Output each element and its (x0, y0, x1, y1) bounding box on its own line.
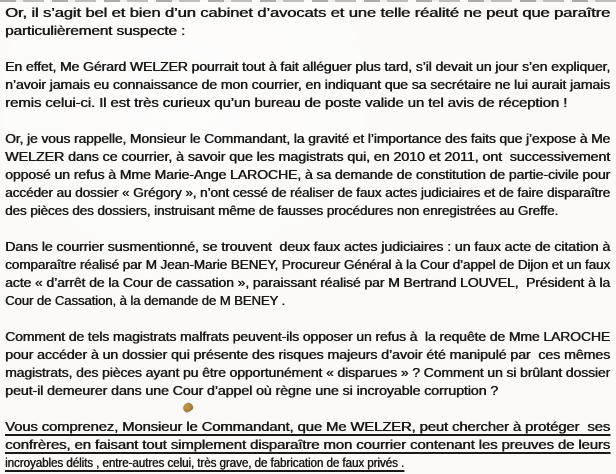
paragraph-question-magistrats-malfrats (5, 328, 610, 400)
text-line-content: En effet, Me Gérard WELZER pourrait tout à fait alléguer plus tard, s’il devait un jour s’en expliquer, (5, 59, 610, 74)
paragraph-conclusion-soulignee (5, 418, 610, 472)
text-line-content: particulièrement suspecte : (5, 23, 185, 38)
document-body (5, 4, 610, 474)
text-line (5, 418, 610, 436)
text-line (5, 94, 610, 112)
paragraph-welzer-alleguer (5, 58, 610, 112)
text-line-content: accéder au dossier « Grégory », n’ont cessé de réaliser de faux actes judiciaires et de faire disparaître (5, 185, 610, 200)
text-line-content: Vous comprenez, Monsieur le Commandant, que Me WELZER, peut chercher à protéger ses (5, 419, 610, 434)
scan-edge-artifact (0, 0, 616, 2)
text-line-content: incroyables délits , entre-autres celui, très grave, de fabrication de faux privés . (5, 455, 404, 470)
text-line-content: WELZER dans ce courrier, à savoir que les magistrats qui, en 2010 et 2011, ont successivement (5, 149, 610, 164)
text-line-content: n’avoir jamais eu connaissance de mon courrier, en indiquant que sa secrétaire ne lui aurait jamais (5, 77, 610, 92)
paragraph-deux-faux-actes (5, 238, 610, 310)
text-line-content: remis celui-ci. Il est très curieux qu’un bureau de poste valide un tel avis de réception ! (5, 95, 567, 110)
text-line (5, 256, 610, 274)
text-line (5, 328, 610, 346)
paragraph-cabinet-avocats (5, 4, 610, 40)
text-line-content: pour accéder à un dossier qui présente des risques majeurs d’avoir été manipulé par ces mêmes (5, 347, 610, 362)
text-line (5, 238, 610, 256)
text-line (5, 22, 610, 40)
text-line (5, 274, 610, 292)
text-line-content: confrères, en faisant tout simplement disparaître mon courrier contenant les preuves de leurs (5, 437, 610, 452)
text-line-content: Comment de tels magistrats malfrats peuvent-ils opposer un refus à la requête de Mme LAROCHE (5, 329, 610, 344)
text-line-content: peut-il demeurer dans une Cour d’appel où règne une si incroyable corruption ? (5, 383, 498, 398)
text-line-content: magistrats, des pièces ayant pu être opportunément « disparues » ? Comment un si brûlant dossier (5, 365, 610, 380)
text-line-content: acte « d’arrêt de la Cour de cassation », paraissant réalisé par M Bertrand LOUVEL, Président à la (5, 275, 610, 290)
text-line-content: Cour de Cassation, à la demande de M BENEY . (5, 293, 285, 308)
text-line (5, 76, 610, 94)
text-line-content: Or, il s’agit bel et bien d’un cabinet d’avocats et une telle réalité ne peut que paraître (5, 5, 610, 20)
text-line (5, 184, 610, 202)
text-line-content: Or, je vous rappelle, Monsieur le Commandant, la gravité et l’importance des faits que j’expose à Me (5, 131, 610, 146)
text-line (5, 454, 610, 472)
text-line (5, 58, 610, 76)
text-line (5, 436, 610, 454)
text-line (5, 202, 610, 220)
text-line-content: des pièces des dossiers, instruisant même de fausses procédures non enregistrées au Greffe. (5, 203, 558, 218)
text-line (5, 364, 610, 382)
text-line (5, 346, 610, 364)
text-line-content: comparaître réalisé par M Jean-Marie BENEY, Procureur Général à la Cour d’appel de Dijon et un faux (5, 257, 611, 272)
text-line (5, 130, 610, 148)
text-line-content: Dans le courrier susmentionné, se trouvent deux faux actes judiciaires : un faux acte de citation à (5, 239, 610, 254)
paragraph-rappel-gravite-faits (5, 130, 610, 220)
text-line (5, 166, 610, 184)
text-line (5, 382, 610, 400)
text-line (5, 292, 610, 310)
text-line-content: opposé un refus à Mme Marie-Ange LAROCHE, à sa demande de constitution de partie-civile pour (5, 167, 610, 182)
text-line (5, 4, 610, 22)
text-line (5, 148, 610, 166)
